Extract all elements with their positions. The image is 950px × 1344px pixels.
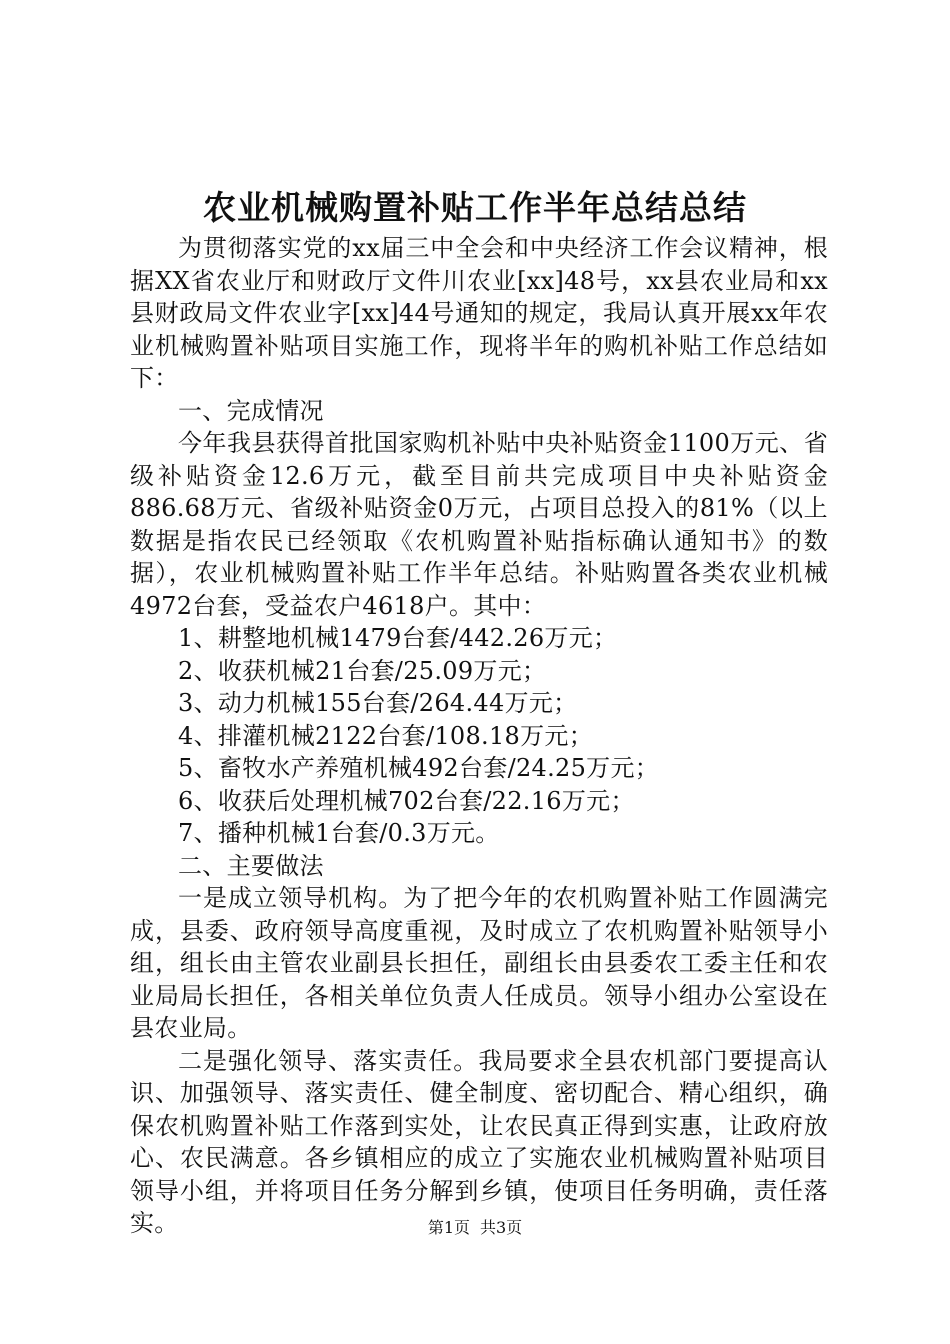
- document-body: [130, 232, 828, 1240]
- list-item: 4、排灌机械2122台套/108.18万元；: [178, 721, 594, 750]
- page-number: 第1页: [427, 1218, 470, 1237]
- section-heading-completion: 一、完成情况: [178, 396, 324, 425]
- section-heading-methods: 二、主要做法: [178, 851, 324, 880]
- list-item: 1、耕整地机械1479台套/442.26万元；: [178, 624, 618, 652]
- list-item: 2、收获机械21台套/25.09万元；: [178, 656, 547, 685]
- list-item: 3、动力机械155台套/264.44万元；: [178, 689, 578, 717]
- list-item: 6、收获后处理机械702台套/22.16万元；: [178, 786, 635, 815]
- methods-paragraph-2: 二是强化领导、落实责任。我局要求全县农机部门要提高认识、加强领导、落实责任、健全制度、密切配合、精心组织，确保农机购置补贴工作落到实处，让农民真正得到实惠，让政府放心、农民满意。各乡镇相应的成立了实施农业机械购置补贴项目领导小组，并将项目任务分解到乡镇，使项目任务明确，责任落实。: [130, 1046, 828, 1237]
- list-item: 7、播种机械1台套/0.3万元。: [178, 819, 500, 847]
- page-count: 共3页: [480, 1218, 523, 1237]
- list-item: 5、畜牧水产养殖机械492台套/24.25万元；: [178, 754, 660, 782]
- completion-paragraph: 今年我县获得首批国家购机补贴中央补贴资金1100万元、省级补贴资金12.6万元，截至目前共完成项目中央补贴资金886.68万元、省级补贴资金0万元，占项目总投入的81%（以上数据是指农民已经领取《农机购置补贴指标确认通知书》的数据），农业机械购置补贴工作半年总结。补贴购置各类农业机械4972台套，受益农户4618户。其中：: [130, 429, 828, 620]
- page-footer: [0, 1216, 950, 1240]
- document-title: 农业机械购置补贴工作半年总结总结: [203, 188, 747, 227]
- intro-paragraph: 为贯彻落实党的xx届三中全会和中央经济工作会议精神，根据XX省农业厅和财政厅文件川农业[xx]48号，xx县农业局和xx县财政局文件农业字[xx]44号通知的规定，我局认真开展xx年农业机械购置补贴项目实施工作，现将半年的购机补贴工作总结如下：: [130, 234, 828, 392]
- methods-paragraph-1: 一是成立领导机构。为了把今年的农机购置补贴工作圆满完成，县委、政府领导高度重视，及时成立了农机购置补贴领导小组，组长由主管农业副县长担任，副组长由县委农工委主任和农业局局长担任，各相关单位负责人任成员。领导小组办公室设在县农业局。: [130, 884, 828, 1042]
